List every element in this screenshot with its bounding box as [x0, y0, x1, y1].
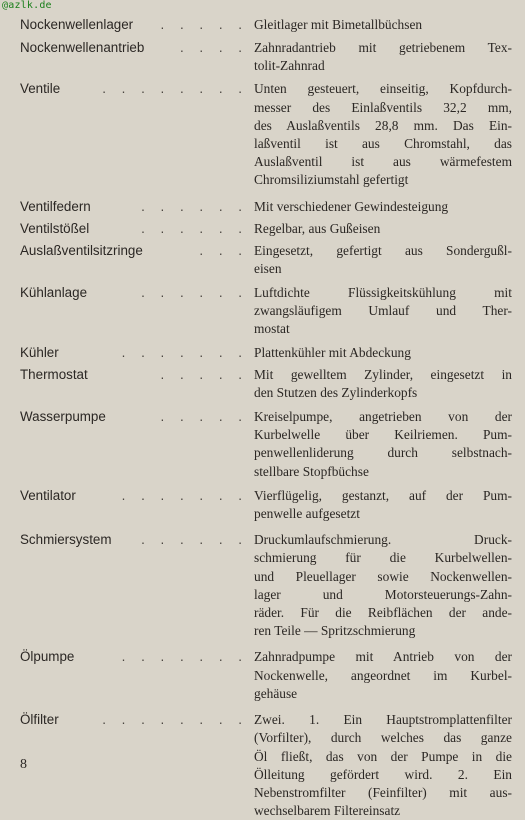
spec-value: Mit gewelltem Zylinder, eingesetzt in den Stutzen des Zylinderkopfs — [254, 366, 512, 400]
spec-label: Ventilator . . . . . . . — [20, 487, 248, 503]
spec-value: Vierflügelig, gestanzt, auf der Pum- penwelle aufgesetzt — [254, 487, 512, 522]
spec-row — [20, 530, 512, 640]
spec-label: Auslaßventilsitzringe . . . — [20, 242, 248, 258]
spec-value: Regelbar, aus Gußeisen — [254, 220, 381, 236]
spec-row — [20, 38, 512, 75]
spec-value: Zwei. 1. Ein Hauptstromplattenfilter (Vorfilter), durch welches das ganze Öl fließt, das von der Pumpe in die Ölleitung gefördert wird. 2. Ein Nebenstromfilter (Feinfilter) mit aus- wechselbarem Filtereinsatz — [254, 712, 512, 819]
spec-value: Plattenkühler mit Abdeckung — [254, 344, 411, 360]
spec-value: Luftdichte Flüssigkeitskühlung mit zwangsläufigem Umlauf und Ther- mostat — [254, 285, 512, 337]
spec-row — [20, 197, 512, 217]
spec-row — [20, 486, 512, 523]
spec-value: Kreiselpumpe, angetrieben von der Kurbelwelle über Keilriemen. Pum- penwellenliderung durch selbstnach- stellbare Stopfbüchse — [254, 409, 512, 479]
spec-row — [20, 365, 512, 402]
spec-row — [20, 647, 512, 703]
spec-label: Wasserpumpe . . . . . — [20, 409, 248, 425]
spec-table — [20, 15, 512, 820]
spec-label: Schmiersystem . . . . . . — [20, 532, 248, 548]
spec-label: Kühler . . . . . . . — [20, 344, 248, 360]
spec-label: Ölfilter . . . . . . . . — [20, 712, 248, 728]
page-number: 8 — [20, 757, 27, 772]
spec-value: Eingesetzt, gefertigt aus Sondergußl- eisen — [254, 242, 512, 276]
spec-row — [20, 407, 512, 481]
spec-value: Mit verschiedener Gewindesteigung — [254, 198, 449, 214]
watermark: @azlk.de — [2, 0, 52, 11]
spec-label: Ventilfedern . . . . . . — [20, 198, 248, 214]
spec-value: Zahnradantrieb mit getriebenem Tex- tolit-Zahnrad — [254, 40, 512, 74]
spec-label: Ventilstößel . . . . . . — [20, 220, 248, 236]
spec-row — [20, 283, 512, 339]
spec-label: Ventile . . . . . . . . — [20, 81, 248, 97]
spec-row — [20, 15, 512, 35]
spec-value: Gleitlager mit Bimetallbüchsen — [254, 17, 423, 32]
spec-row — [20, 79, 512, 189]
spec-row — [20, 241, 512, 278]
spec-label: Nockenwellenantrieb . . . . — [20, 40, 248, 55]
spec-row — [20, 343, 512, 363]
spec-row — [20, 710, 512, 820]
spec-label: Kühlanlage . . . . . . — [20, 285, 248, 301]
spec-label: Nockenwellenlager . . . . . — [20, 17, 248, 32]
spec-value: Zahnradpumpe mit Antrieb von der Nockenwelle, angeordnet im Kurbel- gehäuse — [254, 649, 512, 701]
spec-label: Ölpumpe . . . . . . . — [20, 649, 248, 665]
spec-row — [20, 219, 512, 239]
spec-value: Druckumlaufschmierung. Druck- schmierung für die Kurbelwellen- und Pleuellager sowie Nockenwellen- lager und Motorsteuerungs-Zahn- räder. Für die Reibflächen der ande- ren Teile — Spritzschmierung — [254, 532, 512, 639]
spec-value: Unten gesteuert, einseitig, Kopfdurch- messer des Einlaßventils 32,2 mm, des Auslaßventils 28,8 mm. Das Ein- laßventil ist aus Chromstahl, das Auslaßventil ist aus wärmefestem Chromsiliziumstahl gefertigt — [254, 81, 512, 188]
spec-label: Thermostat . . . . . — [20, 366, 248, 382]
